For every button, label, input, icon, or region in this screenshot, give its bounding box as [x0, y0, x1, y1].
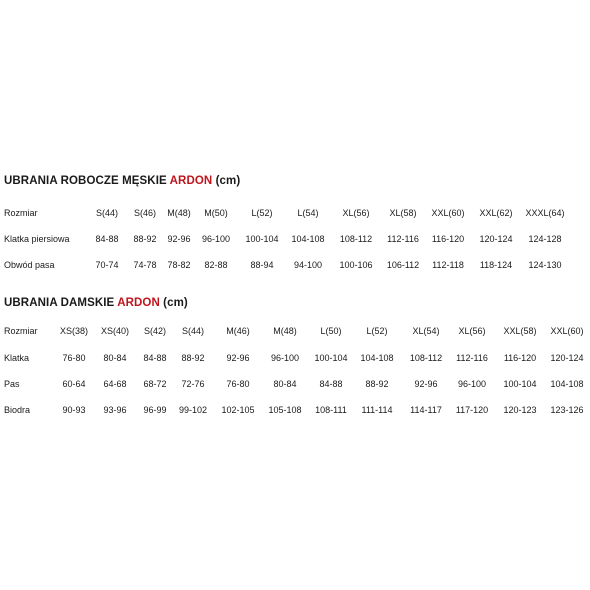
men-table-cell: 92-96 — [167, 234, 191, 244]
women-size-header: M(46) — [226, 326, 250, 336]
women-table-cell: 80-84 — [103, 353, 127, 363]
women-table-cell: 68-72 — [143, 379, 167, 389]
women-table-cell: 80-84 — [273, 379, 297, 389]
men-size-header: XL(58) — [389, 208, 417, 218]
women-title-brand: ARDON — [117, 297, 160, 309]
men-table-title — [4, 175, 240, 187]
women-row-label: Biodra — [4, 405, 31, 415]
men-table-cell: 88-94 — [250, 260, 274, 270]
women-size-header: S(44) — [181, 326, 205, 336]
women-table-cell: 88-92 — [365, 379, 389, 389]
women-size-header: XXL(60) — [550, 326, 584, 336]
men-size-header: XXL(60) — [431, 208, 465, 218]
women-title-prefix: UBRANIA DAMSKIE — [4, 297, 118, 309]
women-size-header: S(42) — [143, 326, 167, 336]
women-table-cell: 120-123 — [503, 405, 537, 415]
women-table-cell: 76-80 — [62, 353, 86, 363]
women-size-header: XS(38) — [59, 326, 89, 336]
women-table-cell: 105-108 — [268, 405, 302, 415]
women-size-header: XL(56) — [458, 326, 486, 336]
women-table-title — [4, 297, 188, 309]
women-table-cell: 92-96 — [414, 379, 438, 389]
men-title-suffix: (cm) — [212, 175, 241, 187]
women-table-cell: 108-111 — [315, 405, 347, 415]
men-size-header: S(46) — [133, 208, 157, 218]
men-table-cell: 120-124 — [479, 234, 513, 244]
women-row-label: Klatka — [4, 353, 30, 363]
women-table-cell: 90-93 — [62, 405, 86, 415]
men-size-header: M(50) — [204, 208, 228, 218]
men-size-header: XL(56) — [342, 208, 370, 218]
women-table-cell: 99-102 — [178, 405, 208, 415]
men-table-cell: 78-82 — [167, 260, 191, 270]
women-table-cell: 60-64 — [62, 379, 86, 389]
men-table-cell: 108-112 — [339, 234, 373, 244]
women-size-header: M(48) — [273, 326, 297, 336]
men-size-header: S(44) — [95, 208, 119, 218]
men-table-cell: 116-120 — [431, 234, 465, 244]
men-size-header: L(54) — [297, 208, 319, 218]
women-table-cell: 88-92 — [181, 353, 205, 363]
women-table-cell: 104-108 — [550, 379, 584, 389]
women-table-cell: 114-117 — [410, 405, 442, 415]
women-row-label: Pas — [4, 379, 20, 389]
men-table-cell: 100-104 — [245, 234, 279, 244]
men-table-cell: 106-112 — [386, 260, 420, 270]
men-table-cell: 88-92 — [133, 234, 157, 244]
women-table-cell: 93-96 — [103, 405, 127, 415]
men-size-header: L(52) — [251, 208, 273, 218]
women-size-header: XXL(58) — [503, 326, 537, 336]
men-row-label: Klatka piersiowa — [4, 234, 70, 244]
men-size-header: XXL(62) — [479, 208, 513, 218]
men-table-cell: 74-78 — [133, 260, 157, 270]
men-title-brand: ARDON — [169, 175, 213, 187]
women-table-cell: 102-105 — [221, 405, 255, 415]
women-table-cell: 116-120 — [503, 353, 537, 363]
men-table-cell: 124-128 — [528, 234, 562, 244]
women-table-cell: 100-104 — [314, 353, 348, 363]
men-row-label: Obwód pasa — [4, 260, 55, 270]
men-table-cell: 84-88 — [95, 234, 119, 244]
women-size-header: XS(40) — [100, 326, 130, 336]
women-table-cell: 108-112 — [409, 353, 443, 363]
women-table-cell: 96-100 — [270, 353, 300, 363]
women-table-cell: 92-96 — [226, 353, 250, 363]
women-row-label: Rozmiar — [4, 326, 38, 336]
women-table-cell: 104-108 — [360, 353, 394, 363]
women-table-cell: 100-104 — [503, 379, 537, 389]
women-table-cell: 76-80 — [226, 379, 250, 389]
men-table-cell: 94-100 — [293, 260, 323, 270]
women-size-header: XL(54) — [412, 326, 440, 336]
women-table-cell: 96-99 — [143, 405, 167, 415]
men-table-cell: 112-118 — [432, 260, 464, 270]
men-table-cell: 100-106 — [339, 260, 373, 270]
women-table-cell: 96-100 — [457, 379, 487, 389]
men-table-cell: 104-108 — [291, 234, 325, 244]
men-row-label: Rozmiar — [4, 208, 38, 218]
women-table-cell: 123-126 — [550, 405, 584, 415]
women-table-cell: 84-88 — [143, 353, 167, 363]
men-table-cell: 118-124 — [479, 260, 513, 270]
women-table-cell: 64-68 — [103, 379, 127, 389]
women-table-cell: 112-116 — [456, 353, 488, 363]
men-table-cell: 112-116 — [387, 234, 419, 244]
men-table-cell: 124-130 — [528, 260, 562, 270]
men-table-cell: 82-88 — [204, 260, 228, 270]
women-table-cell: 84-88 — [319, 379, 343, 389]
men-size-header: M(48) — [167, 208, 191, 218]
women-table-cell: 72-76 — [181, 379, 205, 389]
women-table-cell: 120-124 — [550, 353, 584, 363]
men-table-cell: 96-100 — [201, 234, 231, 244]
men-size-header: XXXL(64) — [525, 208, 565, 218]
men-title-prefix: UBRANIA ROBOCZE MĘSKIE — [4, 175, 170, 187]
men-table-cell: 70-74 — [95, 260, 119, 270]
women-table-cell: 117-120 — [455, 405, 489, 415]
women-size-header: L(52) — [366, 326, 388, 336]
women-title-suffix: (cm) — [159, 297, 188, 309]
women-size-header: L(50) — [320, 326, 342, 336]
women-table-cell: 111-114 — [361, 405, 393, 415]
